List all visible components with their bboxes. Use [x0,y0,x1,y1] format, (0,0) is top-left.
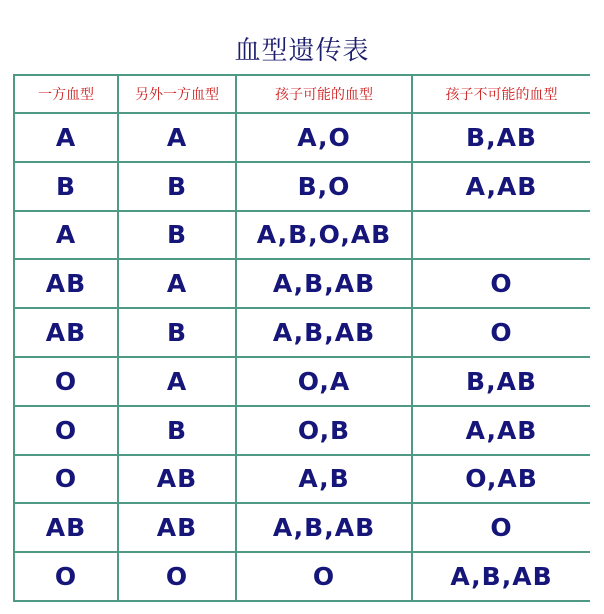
cell-parent1: AB [14,308,118,357]
cell-parent2: B [118,162,236,211]
cell-possible: A,B,AB [236,308,412,357]
table-row [14,552,590,601]
cell-possible: A,B,AB [236,259,412,308]
cell-possible: A,O [236,113,412,162]
table-row [14,113,590,162]
header-parent2: 另外一方血型 [118,75,236,113]
cell-parent1: O [14,455,118,504]
cell-parent1: O [14,552,118,601]
cell-parent2: A [118,357,236,406]
cell-parent2: A [118,113,236,162]
header-impossible: 孩子不可能的血型 [412,75,590,113]
cell-parent2: B [118,211,236,260]
table-row [14,211,590,260]
cell-impossible: B,AB [412,357,590,406]
cell-possible: B,O [236,162,412,211]
cell-parent1: O [14,357,118,406]
cell-possible: A,B,O,AB [236,211,412,260]
cell-impossible: A,B,AB [412,552,590,601]
cell-parent2: A [118,259,236,308]
cell-impossible: B,AB [412,113,590,162]
cell-impossible: O [412,308,590,357]
table-row [14,406,590,455]
table-row [14,503,590,552]
cell-parent2: B [118,308,236,357]
cell-parent2: AB [118,455,236,504]
table-row [14,308,590,357]
cell-impossible: O [412,503,590,552]
cell-possible: A,B [236,455,412,504]
header-parent1: 一方血型 [14,75,118,113]
cell-impossible: O,AB [412,455,590,504]
cell-parent1: AB [14,503,118,552]
table-row [14,455,590,504]
cell-parent2: B [118,406,236,455]
cell-parent2: O [118,552,236,601]
cell-parent1: B [14,162,118,211]
blood-type-table [13,74,590,602]
cell-impossible [412,211,590,260]
table-row [14,162,590,211]
table-row [14,259,590,308]
cell-parent1: A [14,113,118,162]
table-row [14,357,590,406]
cell-impossible: A,AB [412,162,590,211]
header-possible: 孩子可能的血型 [236,75,412,113]
page-title: 血型遗传表 [234,36,370,66]
header-row [14,75,590,113]
cell-parent1: O [14,406,118,455]
cell-parent2: AB [118,503,236,552]
cell-possible: O,A [236,357,412,406]
cell-impossible: A,AB [412,406,590,455]
cell-parent1: AB [14,259,118,308]
cell-possible: O [236,552,412,601]
cell-possible: O,B [236,406,412,455]
cell-possible: A,B,AB [236,503,412,552]
cell-parent1: A [14,211,118,260]
cell-impossible: O [412,259,590,308]
